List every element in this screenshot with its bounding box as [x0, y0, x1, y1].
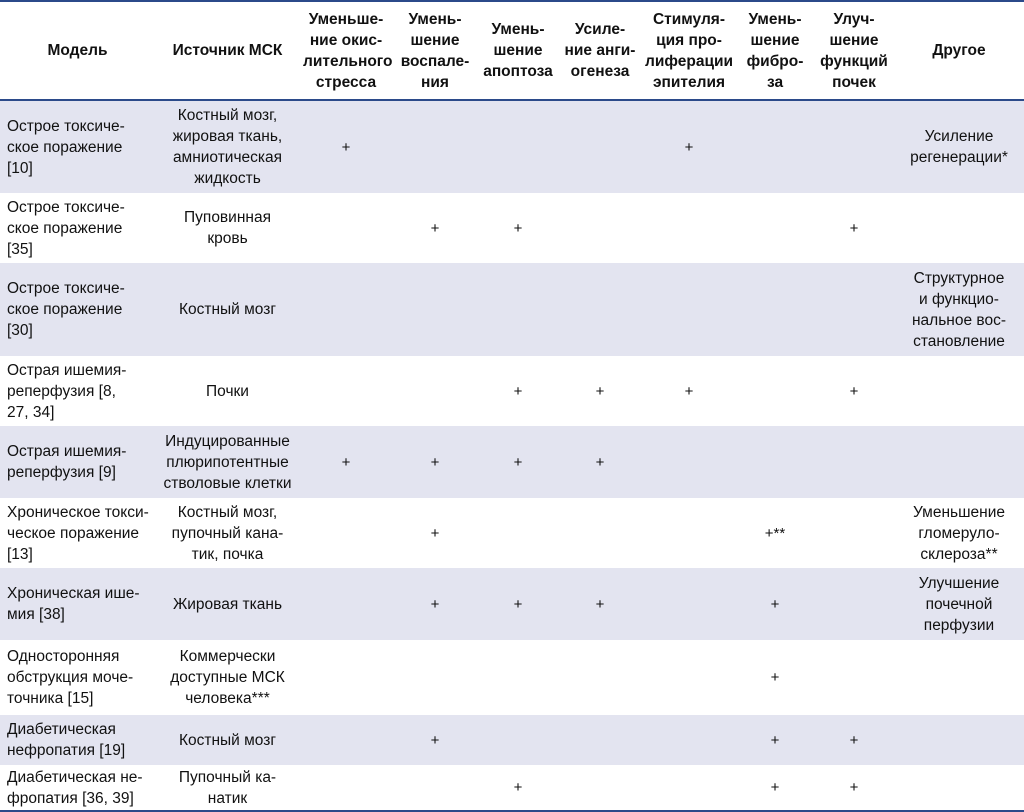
msc-source-cell-text: Индуцированные плюрипотентные стволовые клетки [163, 432, 292, 492]
model-cell [0, 356, 155, 426]
mark-angiogenesis-cell [558, 426, 642, 498]
model-cell-text: Острая ишемия- реперфузия [9] [7, 443, 127, 481]
other-cell [894, 640, 1024, 715]
msc-source-cell [155, 498, 300, 568]
model-cell [0, 498, 155, 568]
model-cell [0, 193, 155, 263]
mark-fibrosis-cell [736, 426, 814, 498]
msc-source-cell [155, 426, 300, 498]
mark-fibrosis-cell-text: + [770, 779, 780, 796]
mark-oxidative-stress-cell-text: + [341, 453, 351, 471]
mark-oxidative-stress-cell [300, 765, 392, 811]
mark-epithelial-proliferation-cell [642, 498, 736, 568]
mark-oxidative-stress-cell [300, 100, 392, 193]
msc-source-cell [155, 263, 300, 356]
mark-inflammation-cell [392, 498, 478, 568]
mark-kidney-function-cell-text: + [849, 382, 859, 400]
mark-oxidative-stress-cell [300, 426, 392, 498]
mark-kidney-function-cell [814, 426, 894, 498]
mark-inflammation-cell [392, 715, 478, 765]
model-cell [0, 100, 155, 193]
model-cell-text: Острое токсиче- ское поражение [35] [7, 198, 125, 258]
mark-epithelial-proliferation-cell [642, 263, 736, 356]
mark-fibrosis-cell [736, 193, 814, 263]
mark-angiogenesis-cell [558, 498, 642, 568]
model-cell-text: Односторонняя обструкция моче- точника [15] [7, 648, 134, 707]
mark-oxidative-stress-cell [300, 193, 392, 263]
mark-oxidative-stress-cell [300, 498, 392, 568]
mark-angiogenesis-cell [558, 263, 642, 356]
mark-apoptosis-cell [478, 640, 558, 715]
table-row [0, 498, 1024, 568]
mark-apoptosis-cell-text: + [513, 779, 523, 796]
msc-source-cell-text: Костный мозг, пупочный кана- тик, почка [171, 503, 284, 563]
table-row [0, 426, 1024, 498]
mark-inflammation-cell [392, 356, 478, 426]
header-inflammation: Умень- шение воспале- ния [392, 1, 478, 100]
header-epithelial-proliferation: Стимуля- ция про- лиферации эпителия [642, 1, 736, 100]
mark-apoptosis-cell [478, 426, 558, 498]
model-cell [0, 715, 155, 765]
mark-inflammation-cell-text: + [430, 453, 440, 471]
mark-inflammation-cell [392, 100, 478, 193]
other-cell [894, 498, 1024, 568]
header-msc-source: Источник МСК [155, 1, 300, 100]
model-cell-text: Острое токсиче- ское поражение [30] [7, 280, 125, 339]
mark-kidney-function-cell-text: + [849, 219, 859, 237]
header-apoptosis: Умень- шение апоптоза [478, 1, 558, 100]
msc-source-cell-text: Жировая ткань [172, 595, 283, 613]
mark-fibrosis-cell [736, 568, 814, 640]
mark-angiogenesis-cell [558, 193, 642, 263]
msc-source-cell-text: Пуповинная кровь [184, 209, 271, 247]
mark-inflammation-cell-text: + [430, 595, 440, 613]
mark-epithelial-proliferation-cell [642, 765, 736, 811]
header-other: Другое [894, 1, 1024, 100]
model-cell-text: Хроническая ише- мия [38] [7, 585, 140, 623]
mark-angiogenesis-cell-text: + [595, 453, 605, 471]
mark-inflammation-cell-text: + [430, 219, 440, 237]
msc-source-cell [155, 765, 300, 811]
mark-epithelial-proliferation-cell-text: + [684, 138, 694, 156]
mark-angiogenesis-cell [558, 765, 642, 811]
mark-inflammation-cell [392, 263, 478, 356]
table-row [0, 765, 1024, 811]
mark-oxidative-stress-cell [300, 568, 392, 640]
msc-source-cell [155, 640, 300, 715]
mark-apoptosis-cell [478, 498, 558, 568]
mark-inflammation-cell [392, 193, 478, 263]
mark-fibrosis-cell [736, 263, 814, 356]
msc-source-cell-text: Костный мозг, жировая ткань, амниотическая жидкость [172, 107, 283, 187]
mark-oxidative-stress-cell-text: + [341, 138, 351, 156]
mark-kidney-function-cell [814, 498, 894, 568]
mark-oxidative-stress-cell [300, 263, 392, 356]
model-cell [0, 765, 155, 811]
table-row [0, 715, 1024, 765]
mark-apoptosis-cell [478, 765, 558, 811]
mark-oxidative-stress-cell [300, 715, 392, 765]
mark-fibrosis-cell-text: + [770, 669, 780, 686]
other-cell [894, 193, 1024, 263]
table-row [0, 568, 1024, 640]
header-angiogenesis: Усиле- ние анги- огенеза [558, 1, 642, 100]
mark-fibrosis-cell [736, 356, 814, 426]
other-cell [894, 356, 1024, 426]
mark-angiogenesis-cell [558, 715, 642, 765]
model-cell [0, 640, 155, 715]
other-cell-text: Улучшение почечной перфузии [918, 574, 1000, 634]
mark-kidney-function-cell [814, 100, 894, 193]
mark-inflammation-cell [392, 426, 478, 498]
model-cell-text: Хроническое токси- ческое поражение [13] [7, 503, 149, 563]
mark-fibrosis-cell-text: + [770, 731, 780, 749]
msc-source-cell [155, 193, 300, 263]
header-row [0, 1, 1024, 100]
mark-kidney-function-cell [814, 568, 894, 640]
mark-apoptosis-cell-text: + [513, 382, 523, 400]
mark-inflammation-cell [392, 568, 478, 640]
table-row [0, 100, 1024, 193]
table-row [0, 263, 1024, 356]
model-cell-text: Острая ишемия- реперфузия [8, 27, 34] [7, 361, 127, 421]
mark-apoptosis-cell [478, 193, 558, 263]
other-cell-text: Структурное и функцио- нальное вос- становление [912, 269, 1006, 350]
model-cell-text: Острое токсиче- ское поражение [10] [7, 117, 125, 177]
model-cell [0, 263, 155, 356]
mark-angiogenesis-cell [558, 356, 642, 426]
model-cell [0, 426, 155, 498]
msc-source-cell [155, 568, 300, 640]
mark-inflammation-cell [392, 765, 478, 811]
other-cell-text: Уменьшение гломеруло- склероза** [913, 503, 1005, 563]
mark-fibrosis-cell [736, 640, 814, 715]
mark-epithelial-proliferation-cell [642, 640, 736, 715]
mark-apoptosis-cell [478, 100, 558, 193]
mark-inflammation-cell [392, 640, 478, 715]
mark-oxidative-stress-cell [300, 640, 392, 715]
model-cell-text: Диабетическая не- фропатия [36, 39] [7, 768, 143, 807]
msc-source-cell-text: Коммерчески доступные МСК человека*** [170, 648, 285, 707]
mark-epithelial-proliferation-cell-text: + [684, 382, 694, 400]
table-row [0, 356, 1024, 426]
model-cell [0, 568, 155, 640]
mark-apoptosis-cell [478, 356, 558, 426]
mark-fibrosis-cell-text: + [770, 595, 780, 613]
other-cell [894, 426, 1024, 498]
msc-source-cell-text: Костный мозг [178, 301, 277, 318]
header-fibrosis: Умень- шение фибро- за [736, 1, 814, 100]
other-cell [894, 715, 1024, 765]
table-row [0, 640, 1024, 715]
mark-apoptosis-cell [478, 263, 558, 356]
mark-epithelial-proliferation-cell [642, 715, 736, 765]
other-cell [894, 263, 1024, 356]
other-cell [894, 765, 1024, 811]
mark-kidney-function-cell-text: + [849, 731, 859, 749]
mark-angiogenesis-cell [558, 640, 642, 715]
header-kidney-function: Улуч- шение функций почек [814, 1, 894, 100]
mark-epithelial-proliferation-cell [642, 426, 736, 498]
other-cell [894, 100, 1024, 193]
mark-kidney-function-cell [814, 715, 894, 765]
mark-apoptosis-cell [478, 715, 558, 765]
table-row [0, 193, 1024, 263]
mark-fibrosis-cell [736, 715, 814, 765]
header-oxidative-stress: Уменьше- ние окис- лительного стресса [300, 1, 392, 100]
mark-kidney-function-cell [814, 356, 894, 426]
msc-source-cell-text: Пупочный ка- натик [178, 768, 277, 807]
mark-kidney-function-cell [814, 263, 894, 356]
mark-epithelial-proliferation-cell [642, 568, 736, 640]
table-body [0, 100, 1024, 811]
mark-fibrosis-cell [736, 765, 814, 811]
mark-oxidative-stress-cell [300, 356, 392, 426]
mark-epithelial-proliferation-cell [642, 193, 736, 263]
msc-source-cell [155, 356, 300, 426]
mark-fibrosis-cell-text: +** [764, 524, 786, 542]
mark-epithelial-proliferation-cell [642, 100, 736, 193]
header-model: Модель [0, 1, 155, 100]
other-cell-text: Усиление регенерации* [910, 128, 1008, 166]
mark-angiogenesis-cell [558, 100, 642, 193]
mark-apoptosis-cell [478, 568, 558, 640]
model-cell-text: Диабетическая нефропатия [19] [7, 721, 126, 759]
msc-source-cell-text: Костный мозг [178, 731, 277, 749]
mark-angiogenesis-cell-text: + [595, 382, 605, 400]
msc-source-cell [155, 715, 300, 765]
mark-apoptosis-cell-text: + [513, 453, 523, 471]
mark-fibrosis-cell [736, 100, 814, 193]
mark-kidney-function-cell [814, 765, 894, 811]
mark-kidney-function-cell [814, 640, 894, 715]
mark-angiogenesis-cell-text: + [595, 595, 605, 613]
mark-epithelial-proliferation-cell [642, 356, 736, 426]
mark-apoptosis-cell-text: + [513, 595, 523, 613]
mark-inflammation-cell-text: + [430, 731, 440, 749]
mark-kidney-function-cell [814, 193, 894, 263]
mark-fibrosis-cell [736, 498, 814, 568]
mark-kidney-function-cell-text: + [849, 779, 859, 796]
mark-apoptosis-cell-text: + [513, 219, 523, 237]
msc-source-cell-text: Почки [206, 382, 249, 400]
msc-source-cell [155, 100, 300, 193]
mark-inflammation-cell-text: + [430, 524, 440, 542]
other-cell [894, 568, 1024, 640]
mark-angiogenesis-cell [558, 568, 642, 640]
